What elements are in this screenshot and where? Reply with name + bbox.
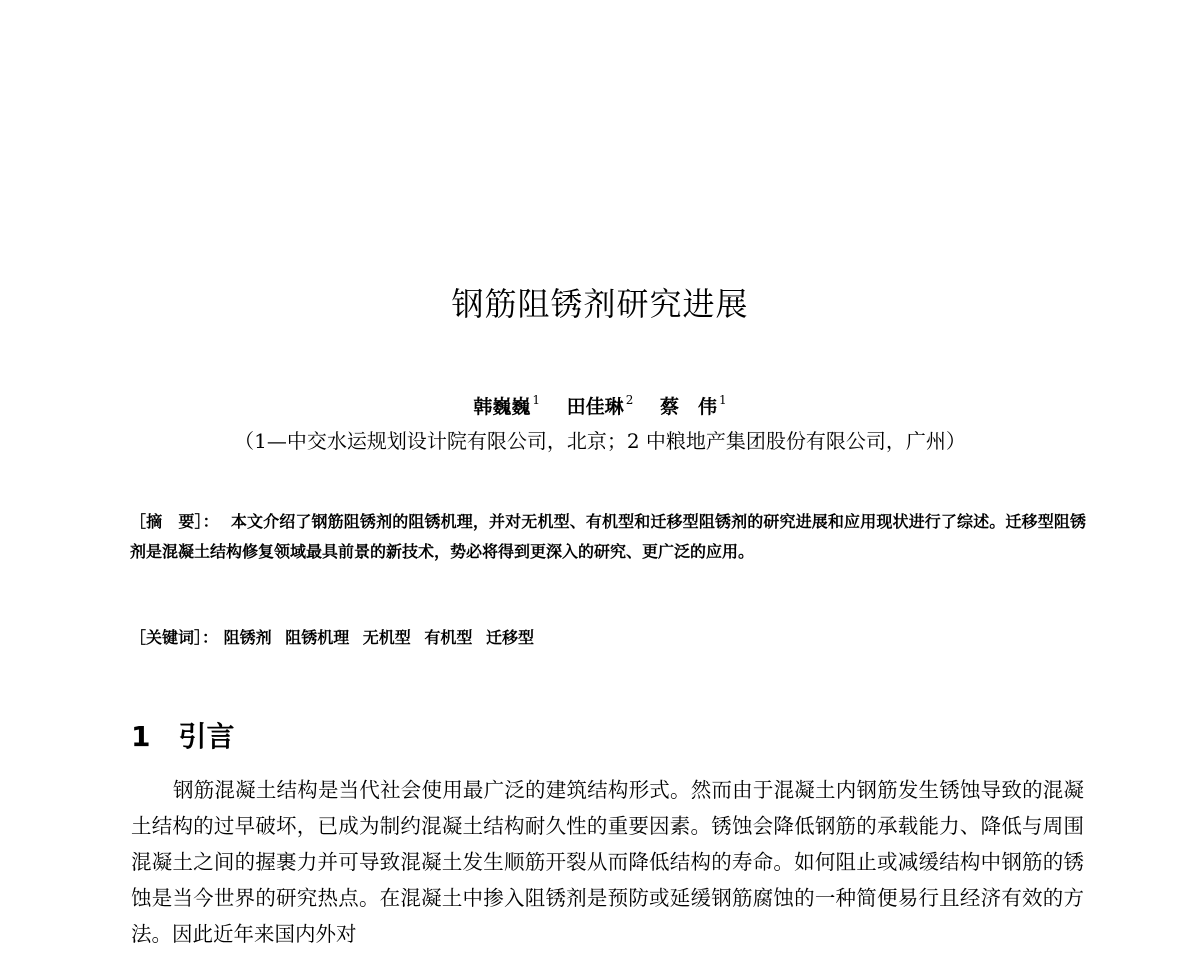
author-3 <box>659 393 727 418</box>
author-affiliation-mark: 1 <box>718 393 727 407</box>
keyword: 迁移型 <box>485 628 534 647</box>
author-name: 韩巍巍 <box>473 396 531 418</box>
section-title: 引言 <box>178 720 235 753</box>
paper-title: 钢筋阻锈剂研究进展 <box>451 285 749 323</box>
author-2 <box>566 393 634 418</box>
keywords-block <box>130 623 1086 652</box>
affiliation-line: （1—中交水运规划设计院有限公司，北京；2 中粮地产集团股份有限公司，广州） <box>234 429 966 453</box>
abstract-label: ［摘 要］： <box>130 512 219 531</box>
abstract-text: 本文介绍了钢筋阻锈剂的阻锈机理，并对无机型、有机型和迁移型阻锈剂的研究进展和应用现状进行了综述。迁移型阻锈剂是混凝土结构修复领域最具前景的新技术，势必将得到更深入的研究、更广泛的应用。 <box>130 512 1086 561</box>
body-paragraph: 钢筋混凝土结构是当代社会使用最广泛的建筑结构形式。然而由于混凝土内钢筋发生锈蚀导致的混凝土结构的过早破坏，已成为制约混凝土结构耐久性的重要因素。锈蚀会降低钢筋的承载能力、降低与周围混凝土之间的握裹力并可导致混凝土发生顺筋开裂从而降低结构的寿命。如何阻止或减缓结构中钢筋的锈蚀是当今世界的研究热点。在混凝土中掺入阻锈剂是预防或延缓钢筋腐蚀的一种简便易行且经济有效的方法。因此近年来国内外对 <box>131 778 1084 946</box>
keyword: 阻锈剂 <box>223 628 272 647</box>
keyword: 有机型 <box>424 628 473 647</box>
author-name: 蔡 伟 <box>659 396 717 418</box>
keyword: 阻锈机理 <box>285 628 350 647</box>
author-1 <box>473 393 541 418</box>
abstract-block <box>130 507 1086 566</box>
author-list <box>0 386 1200 421</box>
keyword: 无机型 <box>362 628 411 647</box>
author-affiliation-mark: 1 <box>532 393 541 407</box>
author-affiliation-mark: 2 <box>625 393 634 407</box>
author-name: 田佳琳 <box>566 396 624 418</box>
section-heading <box>131 717 235 757</box>
section-number: 1 <box>131 720 151 753</box>
keywords-label: ［关键词］： <box>130 628 219 647</box>
